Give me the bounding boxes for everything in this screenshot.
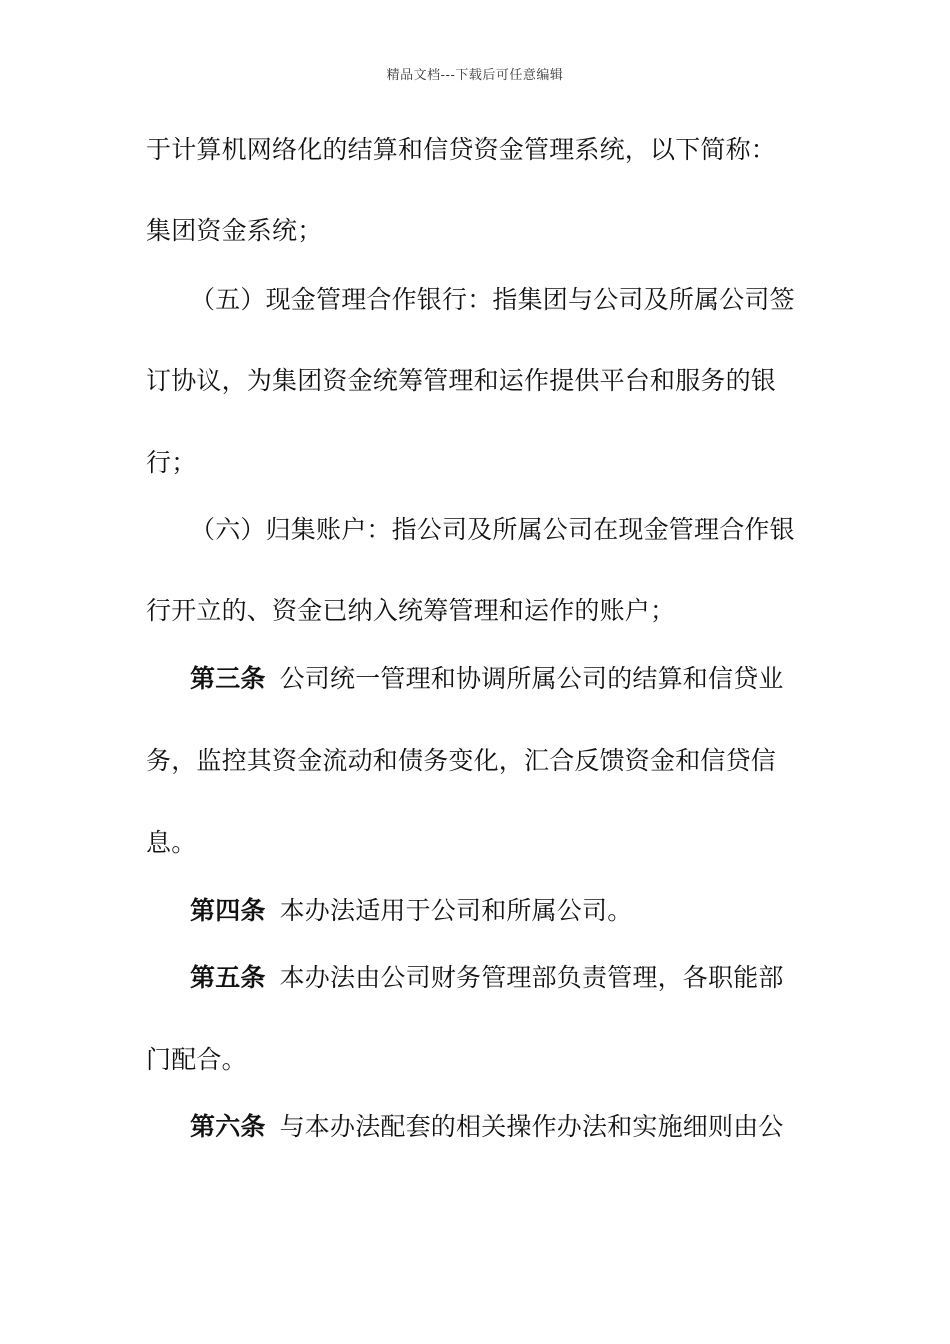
text-line: 门配合。 — [146, 1045, 247, 1074]
article-text: 本办法适用于公司和所属公司。 — [279, 896, 633, 925]
text-line: 务，监控其资金流动和债务变化，汇合反馈资金和信贷信 — [146, 746, 777, 775]
article-number: 第三条 — [190, 664, 266, 693]
text-line: 行开立的、资金已纳入统筹管理和运作的账户； — [146, 596, 676, 625]
text-line: 订协议，为集团资金统筹管理和运作提供平台和服务的银 — [146, 366, 777, 395]
article-text: 与本办法配套的相关操作办法和实施细则由公 — [279, 1112, 784, 1141]
article-four — [190, 894, 632, 928]
text-line: 于计算机网络化的结算和信贷资金管理系统，以下简称： — [146, 135, 777, 164]
article-text: 公司统一管理和协调所属公司的结算和信贷业 — [279, 664, 784, 693]
article-six — [190, 1110, 784, 1144]
article-three — [190, 662, 784, 696]
page-header: 精品文档---下载后可任意编辑 — [386, 68, 564, 83]
text-line: 行； — [146, 448, 197, 477]
article-number: 第四条 — [190, 896, 266, 925]
article-five — [190, 961, 784, 995]
text-line: 息。 — [146, 828, 197, 857]
clause-six: （六）归集账户：指公司及所属公司在现金管理合作银 — [190, 515, 795, 544]
clause-five: （五）现金管理合作银行：指集团与公司及所属公司签 — [190, 285, 795, 314]
text-line: 集团资金系统； — [146, 216, 323, 245]
article-number: 第六条 — [190, 1112, 266, 1141]
article-number: 第五条 — [190, 963, 266, 992]
article-text: 本办法由公司财务管理部负责管理，各职能部 — [279, 963, 784, 992]
